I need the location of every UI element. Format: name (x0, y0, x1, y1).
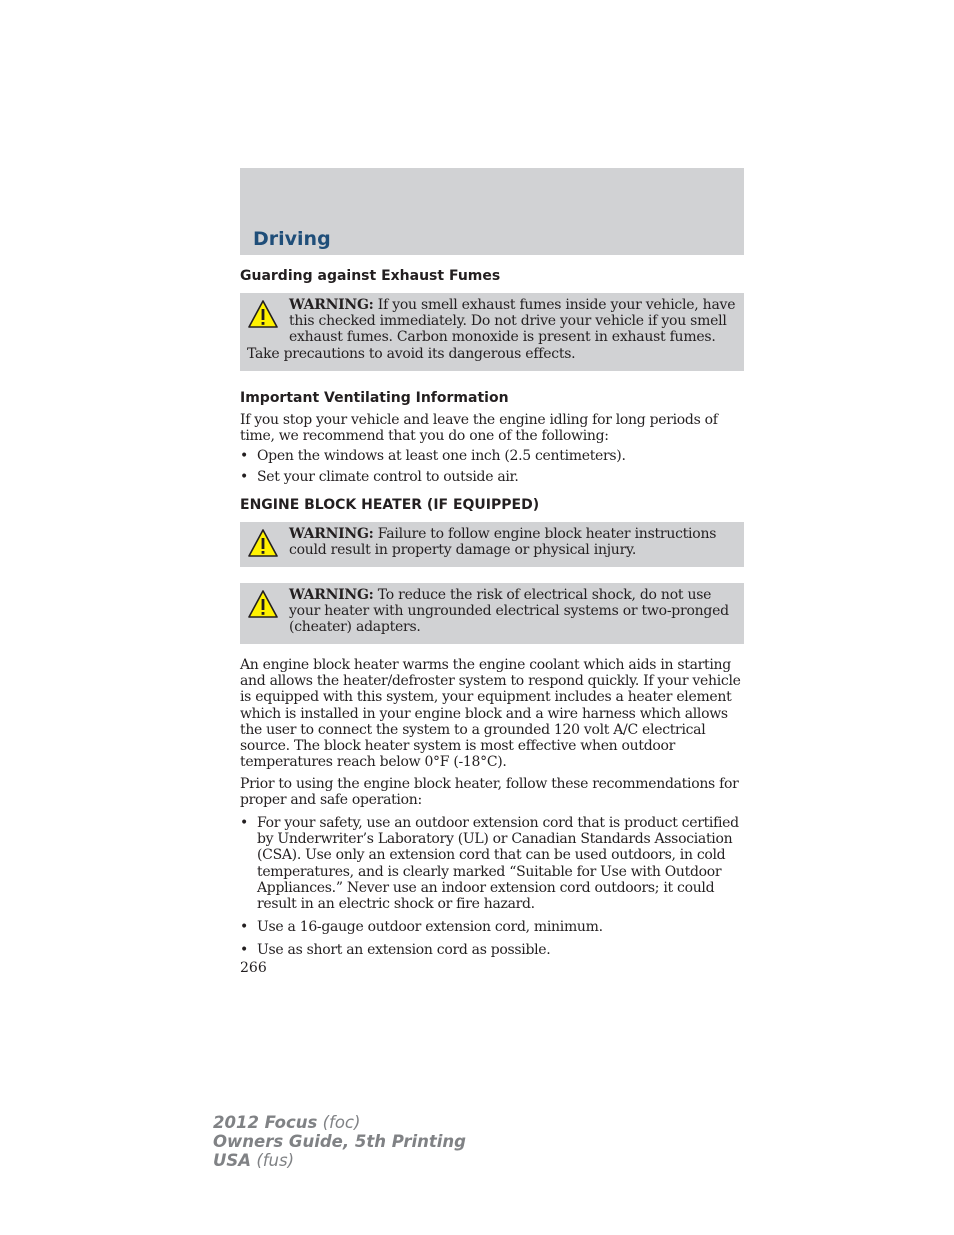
bullet-dot: • (240, 942, 248, 958)
section-header-band (240, 168, 744, 255)
footer-market-code: (fus) (256, 1151, 295, 1170)
list-item (240, 469, 746, 485)
list-item-text: For your safety, use an outdoor extension cord that is product certified by Underwriter’s Laboratory (UL) or Canadian Standards Association (CSA). Use only an extension cord that can be used outdoors, in cold temperatures, and is clearly marked “Suitable for Use with Outdoor Appliances.” Never use an indoor extension cord outdoors; it could result in an electric shock or fire hazard. (257, 815, 739, 913)
footer-model-code: (foc) (322, 1113, 361, 1132)
page-number: 266 (240, 960, 267, 976)
warning-triangle-icon (247, 528, 285, 560)
warning-label: WARNING: (289, 587, 374, 603)
bullet-dot: • (240, 448, 248, 464)
ventilating-intro: If you stop your vehicle and leave the engine idling for long periods of time, we recommend that you do one of the following: (240, 412, 718, 445)
footer-market: USA (213, 1151, 252, 1170)
warning-text: If you smell exhaust fumes inside your vehicle, have this checked immediately. Do not drive your vehicle if you smell exhaust fumes. Carbon monoxide is present in exhaust fumes. Take precautions to avoid its dangerous effects. (247, 297, 736, 362)
list-item (240, 448, 746, 464)
exhaust-heading: Guarding against Exhaust Fumes (240, 268, 501, 284)
block-heater-warning-box-2 (240, 583, 744, 644)
warning-text: To reduce the risk of electrical shock, do not use your heater with ungrounded electrical systems or two-pronged (cheater) adapters. (289, 587, 729, 636)
warning-label: WARNING: (289, 297, 374, 313)
footer-edition-info (213, 1113, 466, 1170)
list-item-text: Set your climate control to outside air. (257, 469, 519, 485)
warning-text: Failure to follow engine block heater instructions could result in property damage or physical injury. (289, 526, 717, 559)
bullet-dot: • (240, 815, 248, 831)
block-heater-paragraph-1: An engine block heater warms the engine coolant which aids in starting and allows the heater/defroster system to respond quickly. If your vehicle is equipped with this system, your equipment includes a heater element which is installed in your engine block and a wire harness which allows the user to connect the system to a grounded 120 volt A/C electrical source. The block heater system is most effective when outdoor temperatures reach below 0°F (-18°C). (240, 657, 741, 771)
block-heater-paragraph-2: Prior to using the engine block heater, follow these recommendations for proper and safe operation: (240, 776, 739, 809)
block-heater-heading: ENGINE BLOCK HEATER (IF EQUIPPED) (240, 497, 540, 513)
exhaust-warning-box (240, 293, 744, 371)
warning-triangle-icon (247, 589, 285, 621)
list-item (240, 942, 746, 958)
list-item-text: Open the windows at least one inch (2.5 centimeters). (257, 448, 626, 464)
list-item-text: Use a 16-gauge outdoor extension cord, minimum. (257, 919, 603, 935)
bullet-dot: • (240, 469, 248, 485)
warning-triangle-icon (247, 299, 285, 331)
footer-model: 2012 Focus (213, 1113, 318, 1132)
warning-label: WARNING: (289, 526, 374, 542)
footer-guide-title: Owners Guide, 5th Printing (213, 1132, 466, 1151)
list-item (240, 815, 746, 912)
ventilating-heading: Important Ventilating Information (240, 390, 509, 406)
list-item (240, 919, 746, 935)
section-title: Driving (253, 228, 331, 250)
bullet-dot: • (240, 919, 248, 935)
list-item-text: Use as short an extension cord as possible. (257, 942, 551, 958)
block-heater-warning-box-1 (240, 522, 744, 567)
